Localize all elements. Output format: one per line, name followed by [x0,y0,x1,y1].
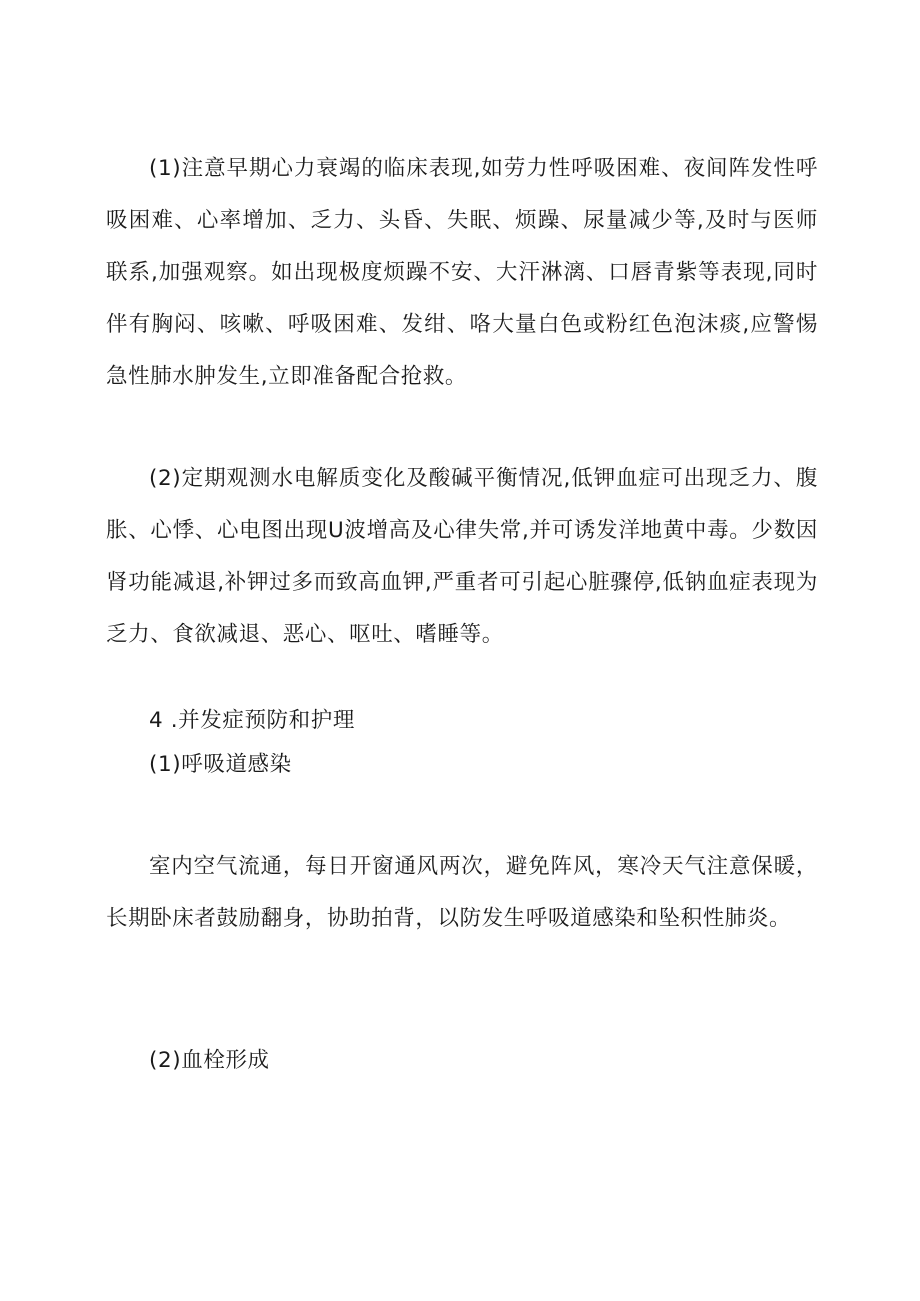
section-heading-complications: 4 .并发症预防和护理 [149,708,355,733]
subheading-respiratory-infection: (1)呼吸道感染 [149,752,292,777]
paragraph-heart-failure-observation: (1)注意早期心力衰竭的临床表现,如劳力性呼吸困难、夜间阵发性呼吸困难、心率增加、乏力、头昏、失眠、烦躁、尿量减少等,及时与医师联系,加强观察。如出现极度烦躁不安、大汗淋漓、口唇青紫等表现,同时伴有胸闷、咳嗽、呼吸困难、发绀、咯大量白色或粉红色泡沫痰,应警惕急性肺水肿发生,立即准备配合抢救。 [106,156,818,389]
paragraph-respiratory-prevention: 室内空气流通，每日开窗通风两次，避免阵风，寒冷天气注意保暖，长期卧床者鼓励翻身，协助拍背，以防发生呼吸道感染和坠积性肺炎。 [106,854,818,931]
subheading-thrombosis: (2)血栓形成 [149,1048,270,1073]
paragraph-electrolyte-monitoring: (2)定期观测水电解质变化及酸碱平衡情况,低钾血症可出现乏力、腹胀、心悸、心电图出现U波增高及心律失常,并可诱发洋地黄中毒。少数因肾功能减退,补钾过多而致高血钾,严重者可引起心脏骤停,低钠血症表现为乏力、食欲减退、恶心、呕吐、嗜睡等。 [106,466,818,647]
